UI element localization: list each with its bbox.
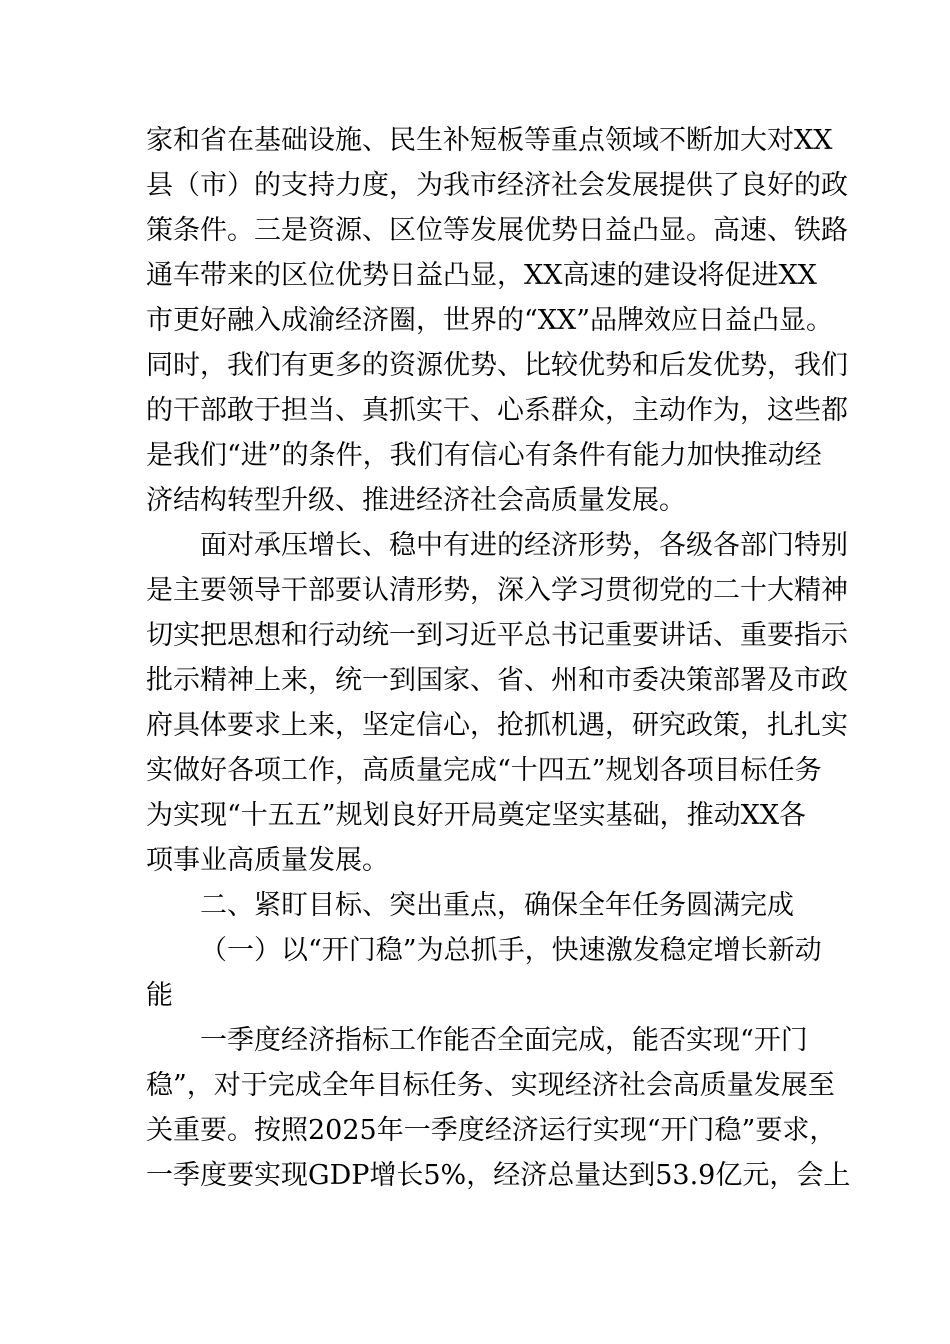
paragraph-line: 是我们“进”的条件，我们有信心有条件有能力加快推动经	[146, 440, 822, 471]
paragraph-line: 切实把思想和行动统一到习近平总书记重要讲话、重要指示	[146, 620, 848, 651]
paragraph-line: 一季度经济指标工作能否全面完成，能否实现“开门	[200, 1025, 808, 1056]
subsection-heading: （一）以“开门稳”为总抓手，快速激发稳定增长新动	[200, 935, 822, 966]
section-heading: 二、紧盯目标、突出重点，确保全年任务圆满完成	[200, 890, 794, 921]
paragraph-line: 稳”，对于完成全年目标任务、实现经济社会高质量发展至	[146, 1070, 835, 1101]
paragraph-line: 的干部敢于担当、真抓实干、心系群众，主动作为，这些都	[146, 395, 848, 426]
paragraph-line: 项事业高质量发展。	[146, 845, 389, 876]
paragraph-line: 家和省在基础设施、民生补短板等重点领域不断加大对XX	[146, 125, 833, 156]
paragraph-line: 同时，我们有更多的资源优势、比较优势和后发优势，我们	[146, 350, 848, 381]
paragraph-line: 市更好融入成渝经济圈，世界的“XX”品牌效应日益凸显。	[146, 305, 834, 336]
paragraph-line: 一季度要实现GDP增长5%，经济总量达到53.9亿元，会上	[146, 1160, 851, 1191]
paragraph-line: 济结构转型升级、推进经济社会高质量发展。	[146, 485, 686, 516]
paragraph-line: 策条件。三是资源、区位等发展优势日益凸显。高速、铁路	[146, 215, 848, 246]
paragraph-line: 为实现“十五五”规划良好开局奠定坚实基础，推动XX各	[146, 800, 807, 831]
paragraph-line: 实做好各项工作，高质量完成“十四五”规划各项目标任务	[146, 755, 822, 786]
paragraph-line: 县（市）的支持力度，为我市经济社会发展提供了良好的政	[146, 170, 848, 201]
paragraph-line: 面对承压增长、稳中有进的经济形势，各级各部门特别	[200, 530, 848, 561]
paragraph-line: 府具体要求上来，坚定信心，抢抓机遇，研究政策，扎扎实	[146, 710, 848, 741]
subsection-heading: 能	[146, 980, 173, 1011]
paragraph-line: 是主要领导干部要认清形势，深入学习贯彻党的二十大精神	[146, 575, 848, 606]
paragraph-line: 批示精神上来，统一到国家、省、州和市委决策部署及市政	[146, 665, 848, 696]
paragraph-line: 通车带来的区位优势日益凸显，XX高速的建设将促进XX	[146, 260, 817, 291]
paragraph-line: 关重要。按照2025年一季度经济运行实现“开门稳”要求，	[146, 1115, 837, 1146]
